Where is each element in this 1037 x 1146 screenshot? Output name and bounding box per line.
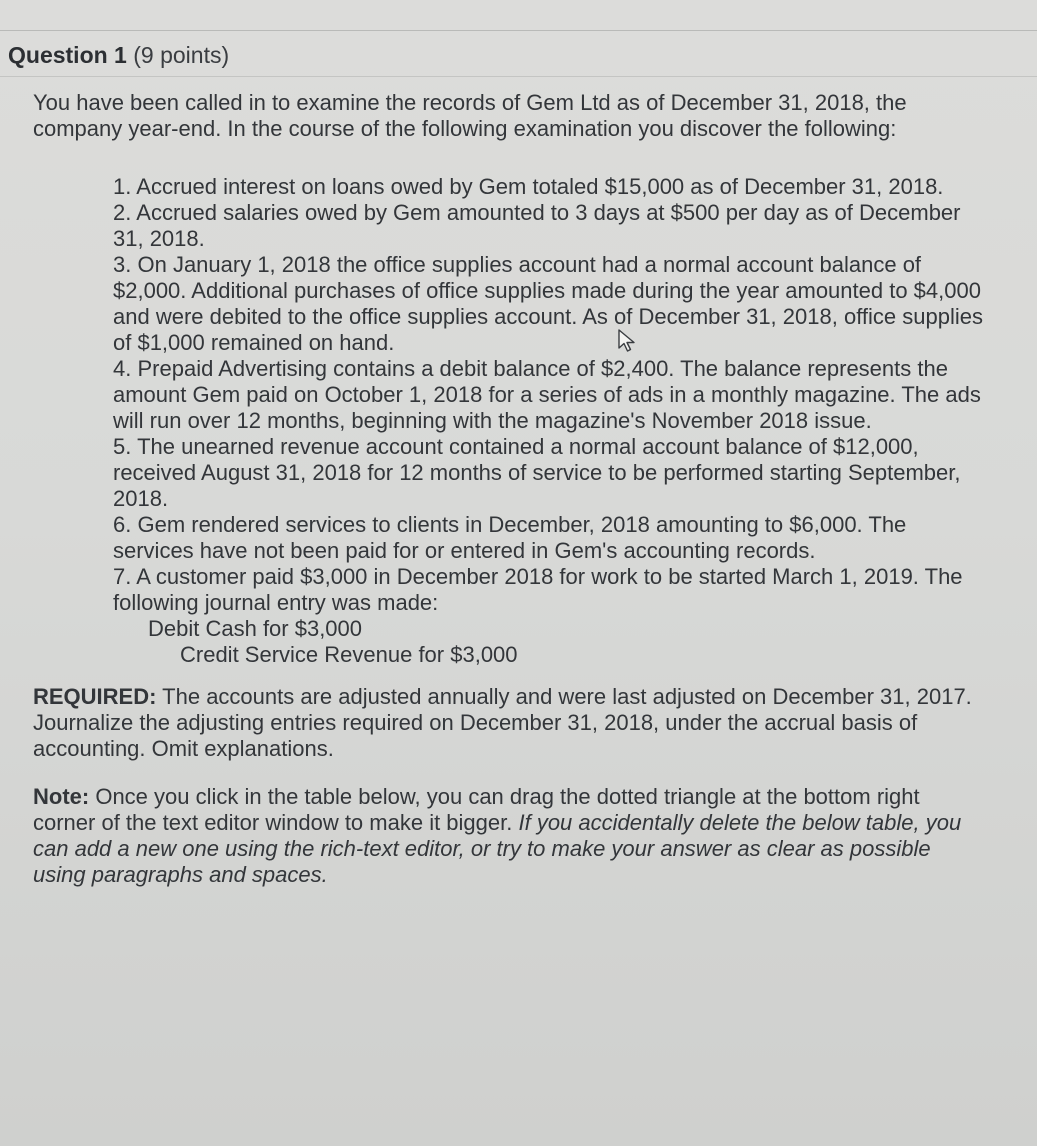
item-text: Prepaid Advertising contains a debit balance of $2,400. The balance represents the amount Gem paid on October 1, 2018 for a series of ads in a monthly magazine. The ads will run over 12 months, beginning with the magazine's November 2018 issue. (113, 356, 981, 433)
intro-paragraph: You have been called in to examine the records of Gem Ltd as of December 31, 2018, the company year-end. In the course of the following examination you discover the following: (33, 90, 907, 141)
mouse-pointer-icon (617, 328, 639, 354)
question-points: (9 points) (133, 42, 230, 68)
item-number: 2. (113, 200, 132, 225)
top-divider (0, 30, 1037, 31)
item-text: The unearned revenue account contained a normal account balance of $12,000, received August 31, 2018 for 12 months of service to be performed starting September, 2018. (113, 434, 961, 511)
list-item (113, 512, 993, 564)
question-header (8, 40, 1008, 70)
note-label: Note: (33, 784, 90, 809)
item-number: 4. (113, 356, 132, 381)
note-italic-text: If you accidentally delete the below table, you can add a new one using the rich-text editor, or try to make your answer as clear as possible using paragraphs and spaces. (33, 810, 962, 887)
note-text: Once you click in the table below, you can drag the dotted triangle at the bottom right corner of the text editor window to make it bigger. (33, 784, 920, 835)
list-item (113, 252, 993, 356)
list-item (113, 174, 993, 200)
note-paragraph (33, 784, 988, 888)
findings-list (33, 174, 993, 668)
journal-debit: Debit Cash for $3,000 (148, 616, 363, 641)
list-item (113, 356, 993, 434)
question-title: Question 1 (8, 42, 127, 68)
list-item (113, 434, 993, 512)
item-number: 3. (113, 252, 132, 277)
required-paragraph (33, 684, 988, 762)
item-number: 7. (113, 564, 132, 589)
item-text: A customer paid $3,000 in December 2018 for work to be started March 1, 2019. The following journal entry was made: (113, 564, 963, 615)
required-text: The accounts are adjusted annually and were last adjusted on December 31, 2017. Journalize the adjusting entries required on December 31, 2018, under the accrual basis of accounting. Omit explanations. (33, 684, 972, 761)
required-label: REQUIRED: (33, 684, 157, 709)
item-number: 5. (113, 434, 132, 459)
item-number: 6. (113, 512, 132, 537)
item-text: Accrued salaries owed by Gem amounted to 3 days at $500 per day as of December 31, 2018. (113, 200, 961, 251)
header-divider (0, 76, 1037, 77)
list-item (113, 564, 993, 668)
item-number: 1. (113, 174, 132, 199)
question-body (33, 90, 993, 888)
list-item (113, 200, 993, 252)
journal-credit-line (113, 642, 993, 668)
item-text: Gem rendered services to clients in December, 2018 amounting to $6,000. The services have not been paid for or entered in Gem's accounting records. (113, 512, 907, 563)
item-text: On January 1, 2018 the office supplies account had a normal account balance of $2,000. Additional purchases of office supplies made during the year amounted to $4,000 and were debited to the office supplies account. As of December 31, 2018, office supplies of $1,000 remained on hand. (113, 252, 983, 355)
item-text: Accrued interest on loans owed by Gem totaled $15,000 as of December 31, 2018. (136, 174, 944, 199)
journal-credit: Credit Service Revenue for $3,000 (180, 642, 518, 667)
